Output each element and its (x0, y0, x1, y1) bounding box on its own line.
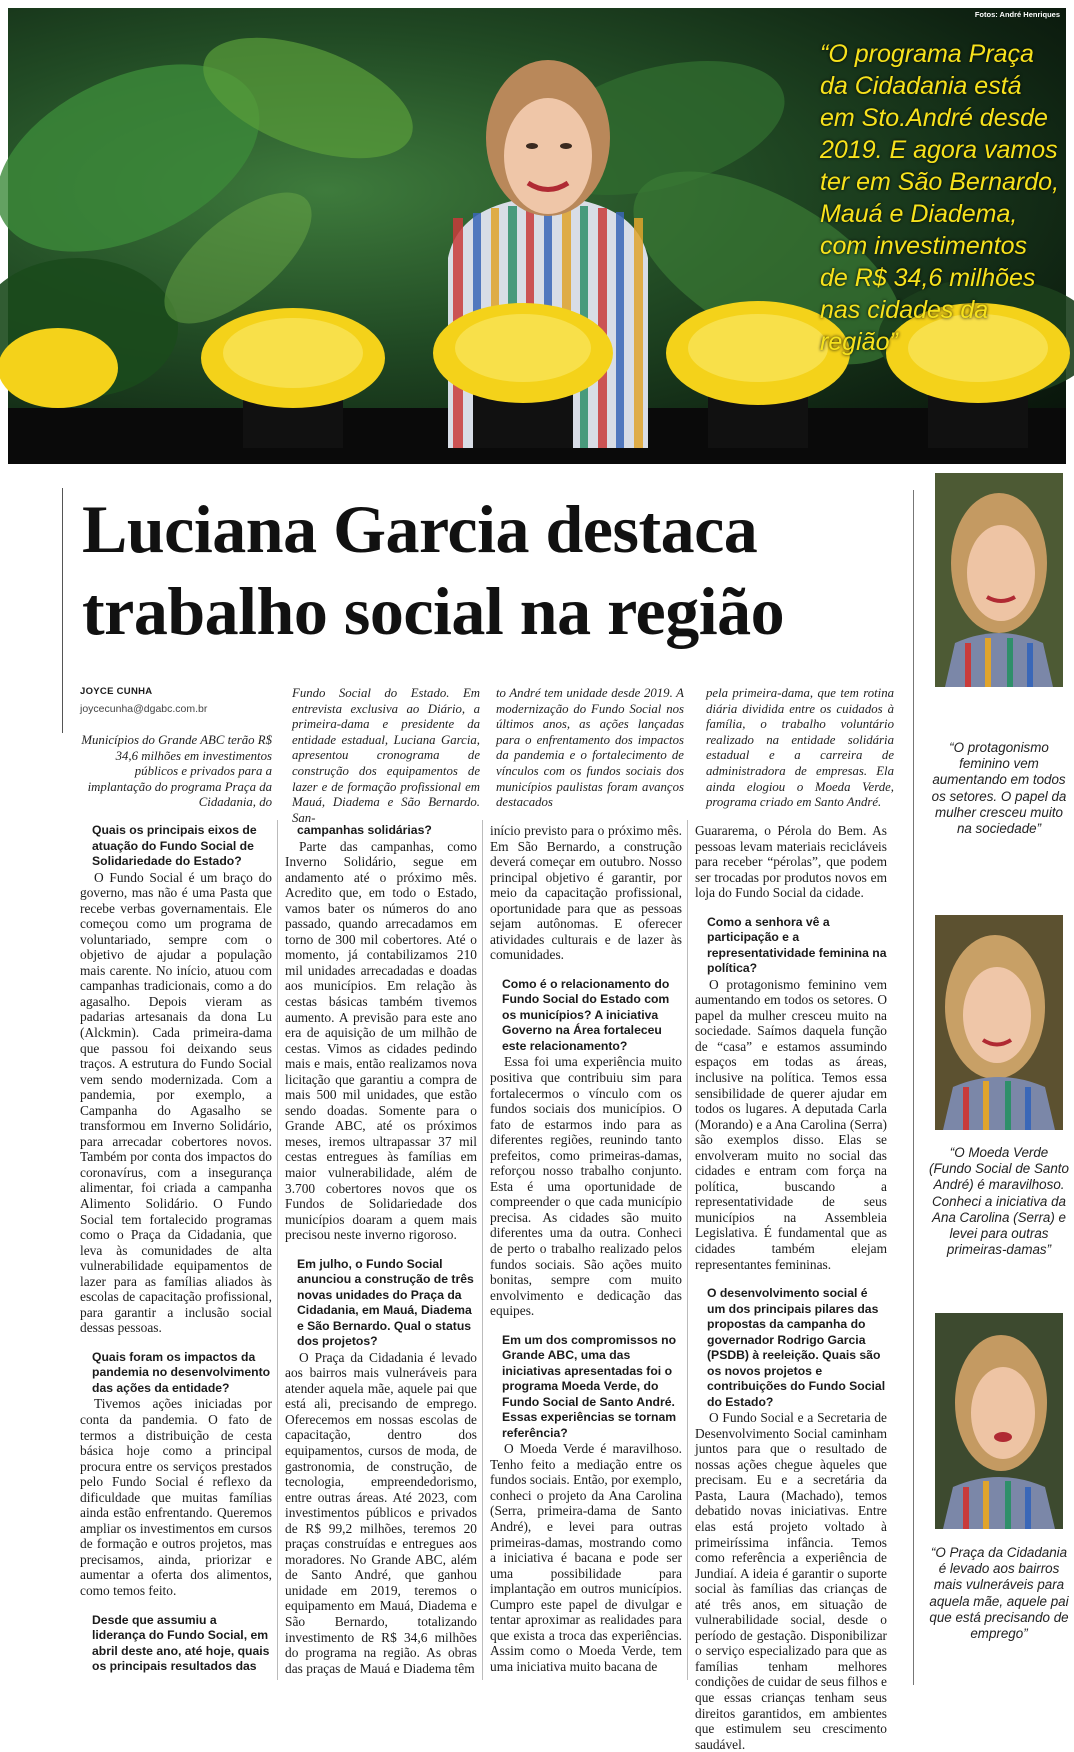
interview-answer: O Fundo Social e a Secretaria de Desenvolvimento Social caminham juntos para que o resultado de nossas ações chegue àqueles que precisam. Eu e a secretária da Pasta, Laura (Machado), temos debatido novas iniciativas. Entre elas está projeto voltado à primeiríssima infância. Temos como referência a experiência de Jundiaí. A ideia é garantir o suporte social às famílias das crianças de até três anos, em situação de vulnerabilidade social, desde o período de gestação. Disponibilizar o serviço especializado para que as famílias tenham melhores condições de cuidar de seus filhos e que essas crianças tenham seus direitos garantidos, em ambientes que estimulem seu crescimento saudável. (695, 1410, 887, 1752)
interview-answer: Essa foi uma experiência muito positiva que contribuiu sim para fortalecermos o vínculo com os fundos sociais dos municípios. O fato de estarmos indo para as diferentes regiões, reunindo tanto prefeitos, como primeiras-damas, reforçou nosso trabalho conjunto. Esta é uma oportunidade de compreender o que cada município precisa. As cidades são muito diferentes uma da outra. Conheci de perto o trabalho realizado pelos fundos sociais. São ações muito bonitas, sempre com muito envolvimento e dedicação das equipes. (490, 1054, 682, 1319)
article-column-1 (80, 823, 272, 1675)
interview-question: campanhas solidárias? (297, 823, 432, 837)
interview-question: Em julho, o Fundo Social anunciou a construção de três novas unidades do Praça da Cidadania, em Mauá, Diadema e São Bernardo. Qual o status dos projetos? (297, 1256, 474, 1349)
interview-answer: início previsto para o próximo mês. Em São Bernardo, a construção deverá começar em outubro. Nosso principal objetivo é garantir, por meio da capacitação profissional, oportunidade para que as pessoas sejam autônomas. E oferecer atividades culturais e de lazer às comunidades. (490, 823, 682, 963)
interview-question: Quais foram os impactos da pandemia no desenvolvimento das ações da entidade? (92, 1349, 271, 1395)
lead-paragraph: pela primeira-dama, que tem rotina diária dividida entre os cuidados à família, o trabalho voluntário realizado na entidade solidária estadual e a carreira de administradora de empresas. Ela ainda elogiou o Moeda Verde, programa criado em Santo André. (706, 686, 894, 810)
column-divider (277, 820, 278, 1680)
author-email[interactable]: joycecunha@dgabc.com.br (80, 703, 208, 715)
sidebar-divider (913, 490, 914, 1685)
sidebar-portrait-2 (935, 915, 1063, 1130)
interview-question: Em um dos compromissos no Grande ABC, uma das iniciativas apresentadas foi o programa Moeda Verde, do Fundo Social de Santo André. Essas experiências se tornam referência? (502, 1332, 677, 1440)
interview-question: O desenvolvimento social é um dos principais pilares das propostas da campanha do governador Rodrigo Garcia (PSDB) à reeleição. Quais são os novos projetos e contribuições do Fundo Social do Estado? (707, 1286, 886, 1409)
author-name: JOYCE CUNHA (80, 686, 153, 697)
interview-question: Como a senhora vê a participação e a representatividade feminina na política? (707, 914, 887, 976)
interview-answer: O protagonismo feminino vem aumentando em todos os setores. O papel da mulher cresceu muito na sociedade. Saímos daquela função de “casa” e estamos assumindo espaços em todas as áreas, inclusive na política. Temos essa sensibilidade de querer ajudar em todos os lugares. A deputada Carla (Morando) e a Ana Carolina (Serra) são exemplos disso. Elas se envolveram muito no social das cidades e entram com força na política, buscando a representatividade de seus municípios na Assembleia Legislativa. É fundamental que as cidades também elejam representantes femininas. (695, 976, 887, 1272)
hero-pull-quote: “O programa Praça da Cidadania está em Sto.André desde 2019. E agora vamos ter em São Bernardo, Mauá e Diadema, com investimentos de R$ 34,6 milhões nas cidades da região” (820, 40, 1060, 356)
sidebar-quote-1: “O protagonismo feminino vem aumentando em todos os setores. O papel da mulher cresceu muito na sociedade” (931, 740, 1067, 837)
sidebar-portrait-3 (935, 1313, 1063, 1529)
interview-question: Como é o relacionamento do Fundo Social do Estado com os municípios? A iniciativa Governo na Área fortaleceu este relacionamento? (502, 976, 670, 1053)
photo-credit: Fotos: André Henriques (974, 10, 1060, 19)
interview-answer: O Praça da Cidadania é levado aos bairros mais vulneráveis para atender aquela mãe, aquele pai que está ali, precisando de emprego. Oferecemos em nossas escolas de capacitação, dentro dos equipamentos, cursos de moda, de gastronomia, de construção, de tecnologia, empreendedorismo, entre outras áreas. Até 2023, com investimentos públicos e privados de R$ 99,2 milhões, teremos 20 praças construídas e entregues aos moradores. No Grande ABC, além de Santo André, que ganhou unidade em 2019, teremos o equipamento em Mauá, Diadema e São Bernardo, totalizando investimento de R$ 34,6 milhões do programa na região. As obras das praças de Mauá e Diadema têm (285, 1349, 477, 1676)
interview-question: Quais os principais eixos de atuação do Fundo Social de Solidariedade do Estado? (92, 823, 257, 868)
hero-photo (8, 8, 1066, 464)
sidebar-portrait-1 (935, 473, 1063, 687)
lead-paragraph: Fundo Social do Estado. Em entrevista exclusiva ao Diário, a primeira-dama e presidente da entidade estadual, Luciana Garcia, apresentou cronograma de construção dos equipamentos de lazer e de formação profissional em Mauá, Diadema e São Bernardo. San- (292, 686, 480, 825)
interview-answer: O Moeda Verde é maravilhoso. Tenho feito a mediação entre os fundos sociais. Então, por exemplo, conheci o projeto da Ana Carolina (Serra, primeira-dama de Santo André), e levei para outras primeiras-damas, mostrando como a iniciativa é bacana e pode ser uma possibilidade para implantação em outros municípios. Cumpro este papel de divulgar e tentar aproximar as realidades para que exista a troca das experiências. Assim como o Moeda Verde, tem uma iniciativa muito bacana de (490, 1441, 682, 1674)
column-divider (687, 820, 688, 1680)
vertical-rule (62, 488, 63, 733)
page-title: Luciana Garcia destaca trabalho social na região (82, 491, 785, 649)
interview-question: Desde que assumiu a liderança do Fundo Social, em abril deste ano, até hoje, quais os principais resultados das (92, 1612, 270, 1674)
sidebar-quote-2: “O Moeda Verde (Fundo Social de Santo André) é maravilhoso. Conheci a iniciativa da Ana Carolina (Serra) e levei para outras primeiras-damas” (929, 1145, 1069, 1258)
article-column-3 (490, 823, 682, 1674)
lead-paragraph: to André tem unidade desde 2019. A modernização do Fundo Social nos últimos anos, as ações lançadas para o enfrentamento dos impactos da pandemia e o fortalecimento de vínculos com os fundos sociais dos municípios paulistas foram avanços destacados (496, 686, 684, 810)
interview-answer: Guararema, o Pérola do Bem. As pessoas levam materiais recicláveis para receber “pérolas”, que podem ser trocadas por produtos novos em loja do Fundo Social da cidade. (695, 823, 887, 901)
article-column-2 (285, 823, 477, 1676)
column-divider (482, 820, 483, 1680)
article-column-4 (695, 823, 887, 1752)
interview-answer: Tivemos ações iniciadas por conta da pandemia. O fato de termos a distribuição de cesta básica hoje como a principal procura entre os serviços prestados pelo Fundo Social é reflexo da dificuldade que muitas famílias ainda estão enfrentando. Queremos ampliar os investimentos em cursos de formação e outros projetos, mas precisamos, ainda, priorizar e aumentar a oferta dos alimentos, como temos feito. (80, 1396, 272, 1598)
interview-answer: Parte das campanhas, como Inverno Solidário, segue em andamento até o próximo mês. Acredito que, em todo o Estado, vamos bater os números do ano passado, quando arrecadamos em torno de 300 mil cobertores. Até o momento, já contabilizamos 210 mil unidades arrecadadas e doadas aos municípios. Em relação às cestas básicas também tivemos aumento. A previsão para este ano era de aquisição de um milhão de cestas. Vimos as cidades pedindo mais e mais, então realizamos nova licitação que garantiu a compra de mais 500 mil unidades, que estão sendo doadas. Somente para o Grande ABC, até os próximos meses, iremos ultrapassar 37 mil cestas entregues às famílias em maior vulnerabilidade, além de 3.700 cobertores novos que os Fundos de Solidariedade dos municípios doaram a quem mais precisou neste inverno rigoroso. (285, 838, 477, 1243)
sidebar-quote-3: “O Praça da Cidadania é levado aos bairros mais vulneráveis para aquela mãe, aquele pai que está precisando de emprego” (929, 1545, 1069, 1642)
lead-paragraph: Municípios do Grande ABC terão R$ 34,6 milhões em investimentos públicos e privados para a implantação do programa Praça da Cidadania, do (81, 733, 272, 810)
interview-answer: O Fundo Social é um braço do governo, mas não é uma Pasta que recebe verbas governamentais. Ele começou como um programa de voluntariado, sempre com o objetivo de ajudar a população mais carente. No início, atuou com campanhas tradicionais, como a do agasalho. Depois vieram as padarias artesanais da dona Lu (Alckmin). Cada primeira-dama que passou foi deixando seus traços. A estrutura do Fundo Social vem sendo modernizada. Com a pandemia, por exemplo, a Campanha do Agasalho se transformou em Inverno Solidário, para arrecadar cobertores novos. Também por conta dos impactos do coronavírus, com a insegurança alimentar, foi criada a campanha Alimento Solidário. O Fundo Social tem fortalecido programas como o Praça da Cidadania, que leva às comunidades de alta vulnerabilidade equipamentos de lazer para as famílias aliados às escolas de capacitação profissional, para garantir a inclusão social dessas pessoas. (80, 869, 272, 1336)
